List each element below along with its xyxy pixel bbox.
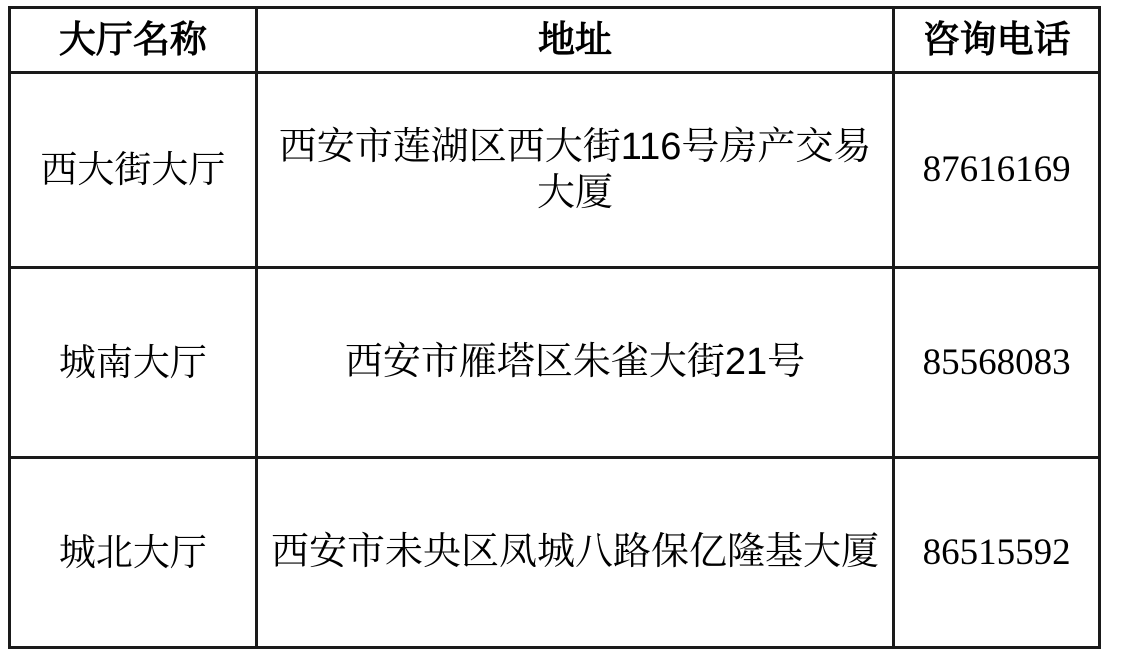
cell-address: 西安市莲湖区西大街116号房产交易大厦 bbox=[256, 73, 894, 268]
table-header-row bbox=[10, 8, 1100, 73]
column-header-phone: 咨询电话 bbox=[894, 8, 1100, 73]
cell-hall-name: 城南大厅 bbox=[10, 268, 257, 458]
table-row bbox=[10, 268, 1100, 458]
cell-address: 西安市雁塔区朱雀大街21号 bbox=[256, 268, 894, 458]
cell-phone: 87616169 bbox=[894, 73, 1100, 268]
cell-address: 西安市未央区凤城八路保亿隆基大厦 bbox=[256, 458, 894, 648]
table-header bbox=[10, 8, 1100, 73]
cell-phone: 86515592 bbox=[894, 458, 1100, 648]
service-hall-table bbox=[8, 6, 1101, 649]
table-row bbox=[10, 73, 1100, 268]
table-row bbox=[10, 458, 1100, 648]
column-header-address: 地址 bbox=[256, 8, 894, 73]
cell-phone: 85568083 bbox=[894, 268, 1100, 458]
column-header-hall-name: 大厅名称 bbox=[10, 8, 257, 73]
cell-hall-name: 城北大厅 bbox=[10, 458, 257, 648]
table-body bbox=[10, 73, 1100, 648]
cell-hall-name: 西大街大厅 bbox=[10, 73, 257, 268]
